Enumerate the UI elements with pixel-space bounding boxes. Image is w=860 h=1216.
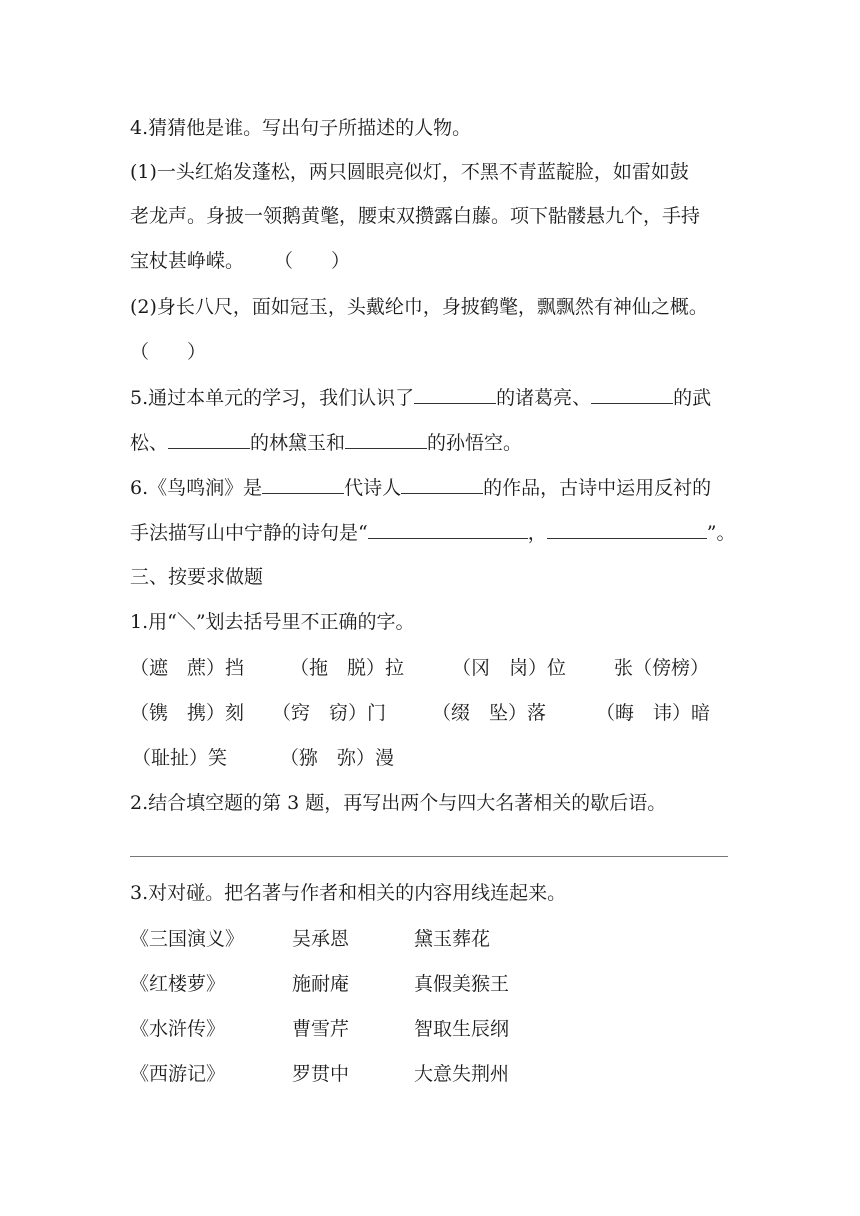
s1-title: 1.用“＼”划去括号里不正确的字。 <box>130 611 415 633</box>
s2-title: 2.结合填空题的第 3 题，再写出两个与四大名著相关的歇后语。 <box>130 792 667 814</box>
fill-blank[interactable] <box>168 430 250 449</box>
word-option[interactable]: （镌 携）刻 <box>130 702 245 724</box>
q5-text-e: 的林黛玉和 <box>250 432 346 454</box>
word-option[interactable]: （耻扯）笑 <box>132 747 228 769</box>
q5-line2 <box>130 430 522 455</box>
fill-blank[interactable] <box>368 520 528 539</box>
q4-p1-text: 宝杖甚峥嵘。 <box>130 250 245 272</box>
book-title[interactable]: 《西游记》 <box>130 1063 226 1085</box>
q4-p1-line1: (1)一头红焰发蓬松，两只圆眼亮似灯，不黑不青蓝靛脸，如雷如鼓 <box>130 161 689 183</box>
story-event[interactable]: 黛玉葬花 <box>414 928 491 950</box>
fill-blank[interactable] <box>345 430 427 449</box>
word-option[interactable]: （猕 弥）漫 <box>280 747 395 769</box>
word-option[interactable]: （窍 窃）门 <box>272 702 387 724</box>
q6-line2 <box>130 520 735 545</box>
word-option[interactable]: 张（傍榜） <box>614 657 710 679</box>
section-heading: 三、按要求做题 <box>130 566 264 588</box>
word-option[interactable]: （晦 讳）暗 <box>596 702 711 724</box>
answer-line[interactable] <box>130 856 728 857</box>
q4-p2-line1: (2)身长八尺，面如冠玉，头戴纶巾，身披鹤氅，飘飘然有神仙之概。 <box>130 296 708 318</box>
q6-text-d: 手法描写山中宁静的诗句是“ <box>130 522 368 544</box>
answer-blank-2[interactable]: （ ） <box>130 341 207 363</box>
fill-blank[interactable] <box>591 385 673 404</box>
fill-blank[interactable] <box>547 520 707 539</box>
q5-text-c: 的武 <box>673 387 712 409</box>
q6-line1 <box>130 475 711 500</box>
word-option[interactable]: （缀 坠）落 <box>432 702 547 724</box>
q4-title: 4.猜猜他是谁。写出句子所描述的人物。 <box>130 117 472 139</box>
author-name[interactable]: 罗贯中 <box>292 1063 350 1085</box>
q5-text-b: 的诸葛亮、 <box>496 387 592 409</box>
fill-blank[interactable] <box>401 475 483 494</box>
q6-text-e: ， <box>527 522 547 544</box>
q6-text-b: 代诗人 <box>344 477 402 499</box>
book-title[interactable]: 《水浒传》 <box>130 1018 226 1040</box>
author-name[interactable]: 曹雪芹 <box>292 1018 350 1040</box>
story-event[interactable]: 真假美猴王 <box>414 973 510 995</box>
word-option[interactable]: （拖 脱）拉 <box>290 657 405 679</box>
q4-p1-line2: 老龙声。身披一领鹅黄氅，腰束双攒露白藤。项下骷髅悬九个，手持 <box>130 205 701 227</box>
story-event[interactable]: 智取生辰纲 <box>414 1018 510 1040</box>
q6-text-c: 的作品，古诗中运用反衬的 <box>483 477 712 499</box>
word-option[interactable]: （遮 蔗）挡 <box>130 657 245 679</box>
author-name[interactable]: 吴承恩 <box>292 928 350 950</box>
word-option[interactable]: （冈 岗）位 <box>452 657 567 679</box>
author-name[interactable]: 施耐庵 <box>292 973 350 995</box>
book-title[interactable]: 《三国演义》 <box>130 928 245 950</box>
q5-text-d: 松、 <box>130 432 169 454</box>
book-title[interactable]: 《红楼萝》 <box>130 973 226 995</box>
story-event[interactable]: 大意失荆州 <box>414 1063 510 1085</box>
s3-title: 3.对对碰。把名著与作者和相关的内容用线连起来。 <box>130 882 567 904</box>
q5-text-a: 5.通过本单元的学习，我们认识了 <box>130 387 415 409</box>
q5-line1 <box>130 385 711 410</box>
answer-blank-1[interactable]: （ ） <box>274 250 351 272</box>
fill-blank[interactable] <box>414 385 496 404</box>
q5-text-f: 的孙悟空。 <box>427 432 523 454</box>
q6-text-f: ”。 <box>706 522 736 544</box>
fill-blank[interactable] <box>262 475 344 494</box>
q4-p1-line3 <box>130 249 350 273</box>
q6-text-a: 6.《鸟鸣涧》是 <box>130 477 263 499</box>
